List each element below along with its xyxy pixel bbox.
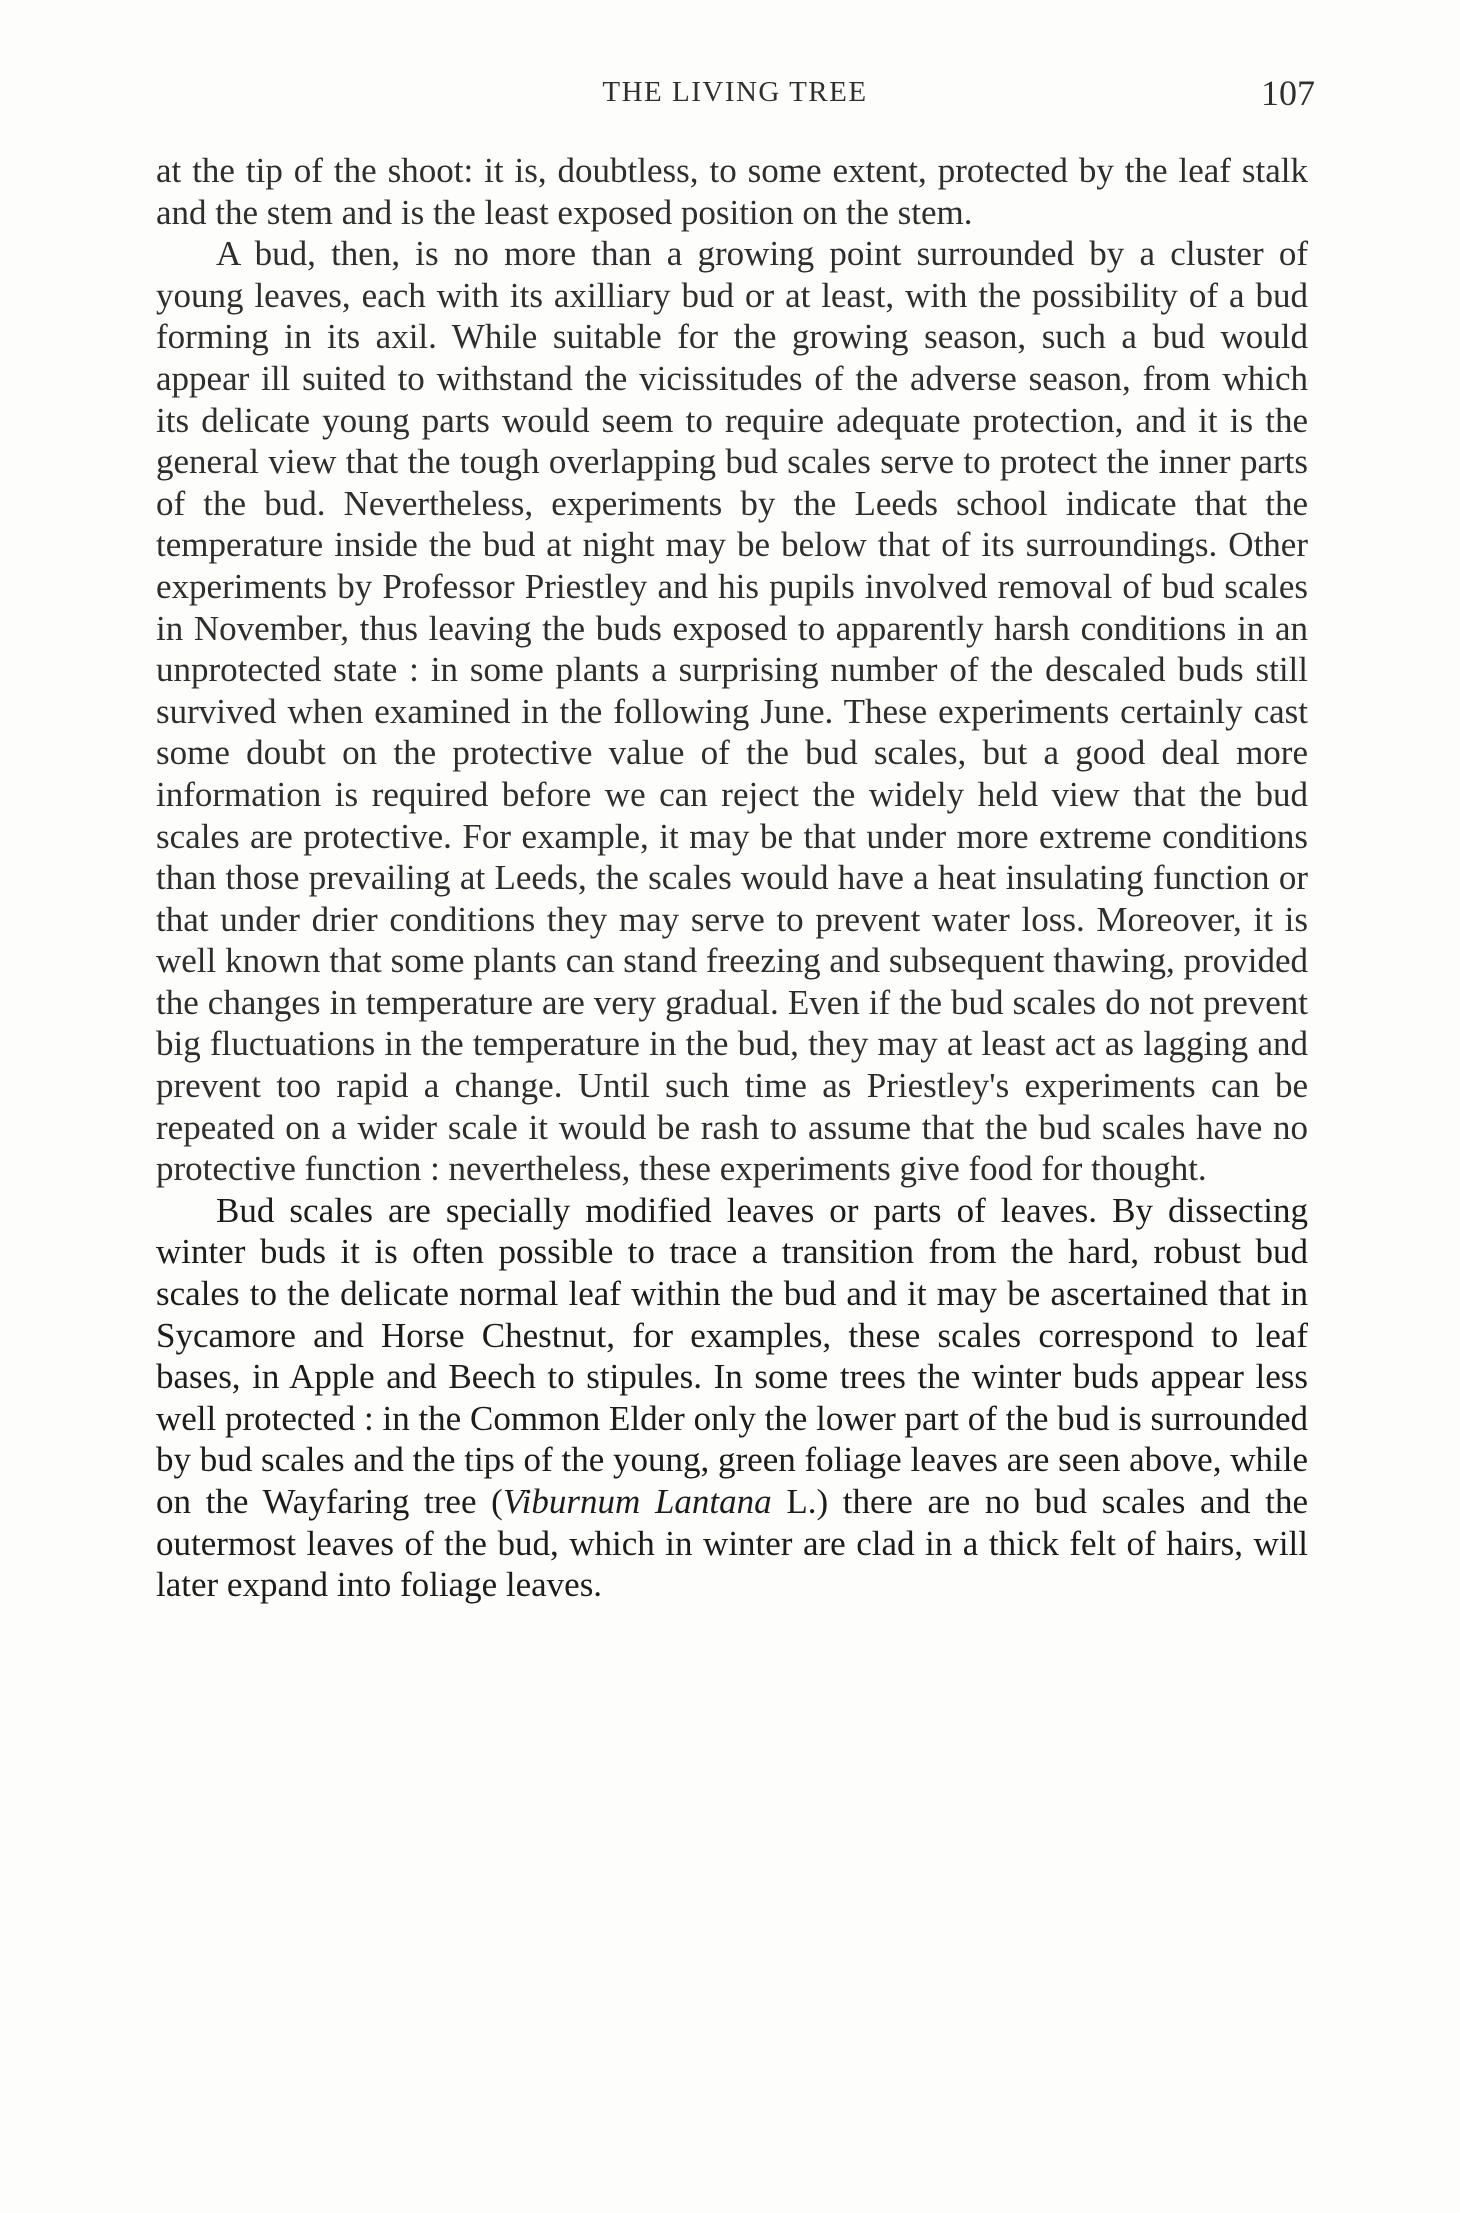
running-title: THE LIVING TREE [602,76,868,108]
paragraph-bud-scales-text-a: Bud scales are specially modified leaves or parts of leaves. By dissecting winter buds it is often possible to trace a transition from the hard, robust bud scales to the delicate normal leaf within the bud and it may be ascertained that in Sycamore and Horse Chestnut, for examples, these scales correspond to leaf bases, in Apple and Beech to stipules. In some trees the winter buds appear less well protected : in the Common Elder only the lower part of the bud is surrounded by bud scales and the tips of the young, green foliage leaves are seen above, while on the Wayfaring tree ( [156,1190,1308,1521]
page-number: 107 [1261,73,1315,113]
species-name: Viburnum Lantana [502,1482,772,1521]
paragraph-bud-protection: A bud, then, is no more than a growing point surrounded by a cluster of young leaves, each with its axilliary bud or at least, with the possibility of a bud forming in its axil. While suitable for the growing season, such a bud would appear ill suited to withstand the vicissitudes of the adverse season, from which its delicate young parts would seem to require adequate protection, and it is the general view that the tough overlapping bud scales serve to protect the inner parts of the bud. Nevertheless, experiments by the Leeds school indicate that the temperature inside the bud at night may be below that of its surroundings. Other experiments by Professor Priestley and his pupils involved removal of bud scales in November, thus leaving the buds exposed to apparently harsh conditions in an unprotected state : in some plants a surprising number of the descaled buds still survived when examined in the following June. These experiments certainly cast some doubt on the protective value of the bud scales, but a good deal more information is required before we can reject the widely held view that the bud scales are protective. For example, it may be that under more extreme conditions than those prevailing at Leeds, the scales would have a heat insulating function or that under drier conditions they may serve to prevent water loss. Moreover, it is well known that some plants can stand freezing and subsequent thawing, provided the changes in temperature are very gradual. Even if the bud scales do not prevent big fluctuations in the temperature in the bud, they may at least act as lagging and prevent too rapid a change. Until such time as Priestley's experiments can be repeated on a wider scale it would be rash to assume that the bud scales have no protective function : nevertheless, these experiments give food for thought. [156,234,1308,1189]
paragraph-continuation: at the tip of the shoot: it is, doubtless, to some extent, protected by the leaf stalk and the stem and is the least exposed position on the stem. [156,151,1308,232]
body-text [156,150,1308,1606]
paragraph-bud-scales-text-b: L.) there are no bud scales and the outermost leaves of the bud, which in winter are clad in a thick felt of hairs, will later expand into foliage leaves. [156,1482,1308,1605]
running-head [155,73,1315,120]
paragraph-bud-scales [156,1190,1308,1606]
